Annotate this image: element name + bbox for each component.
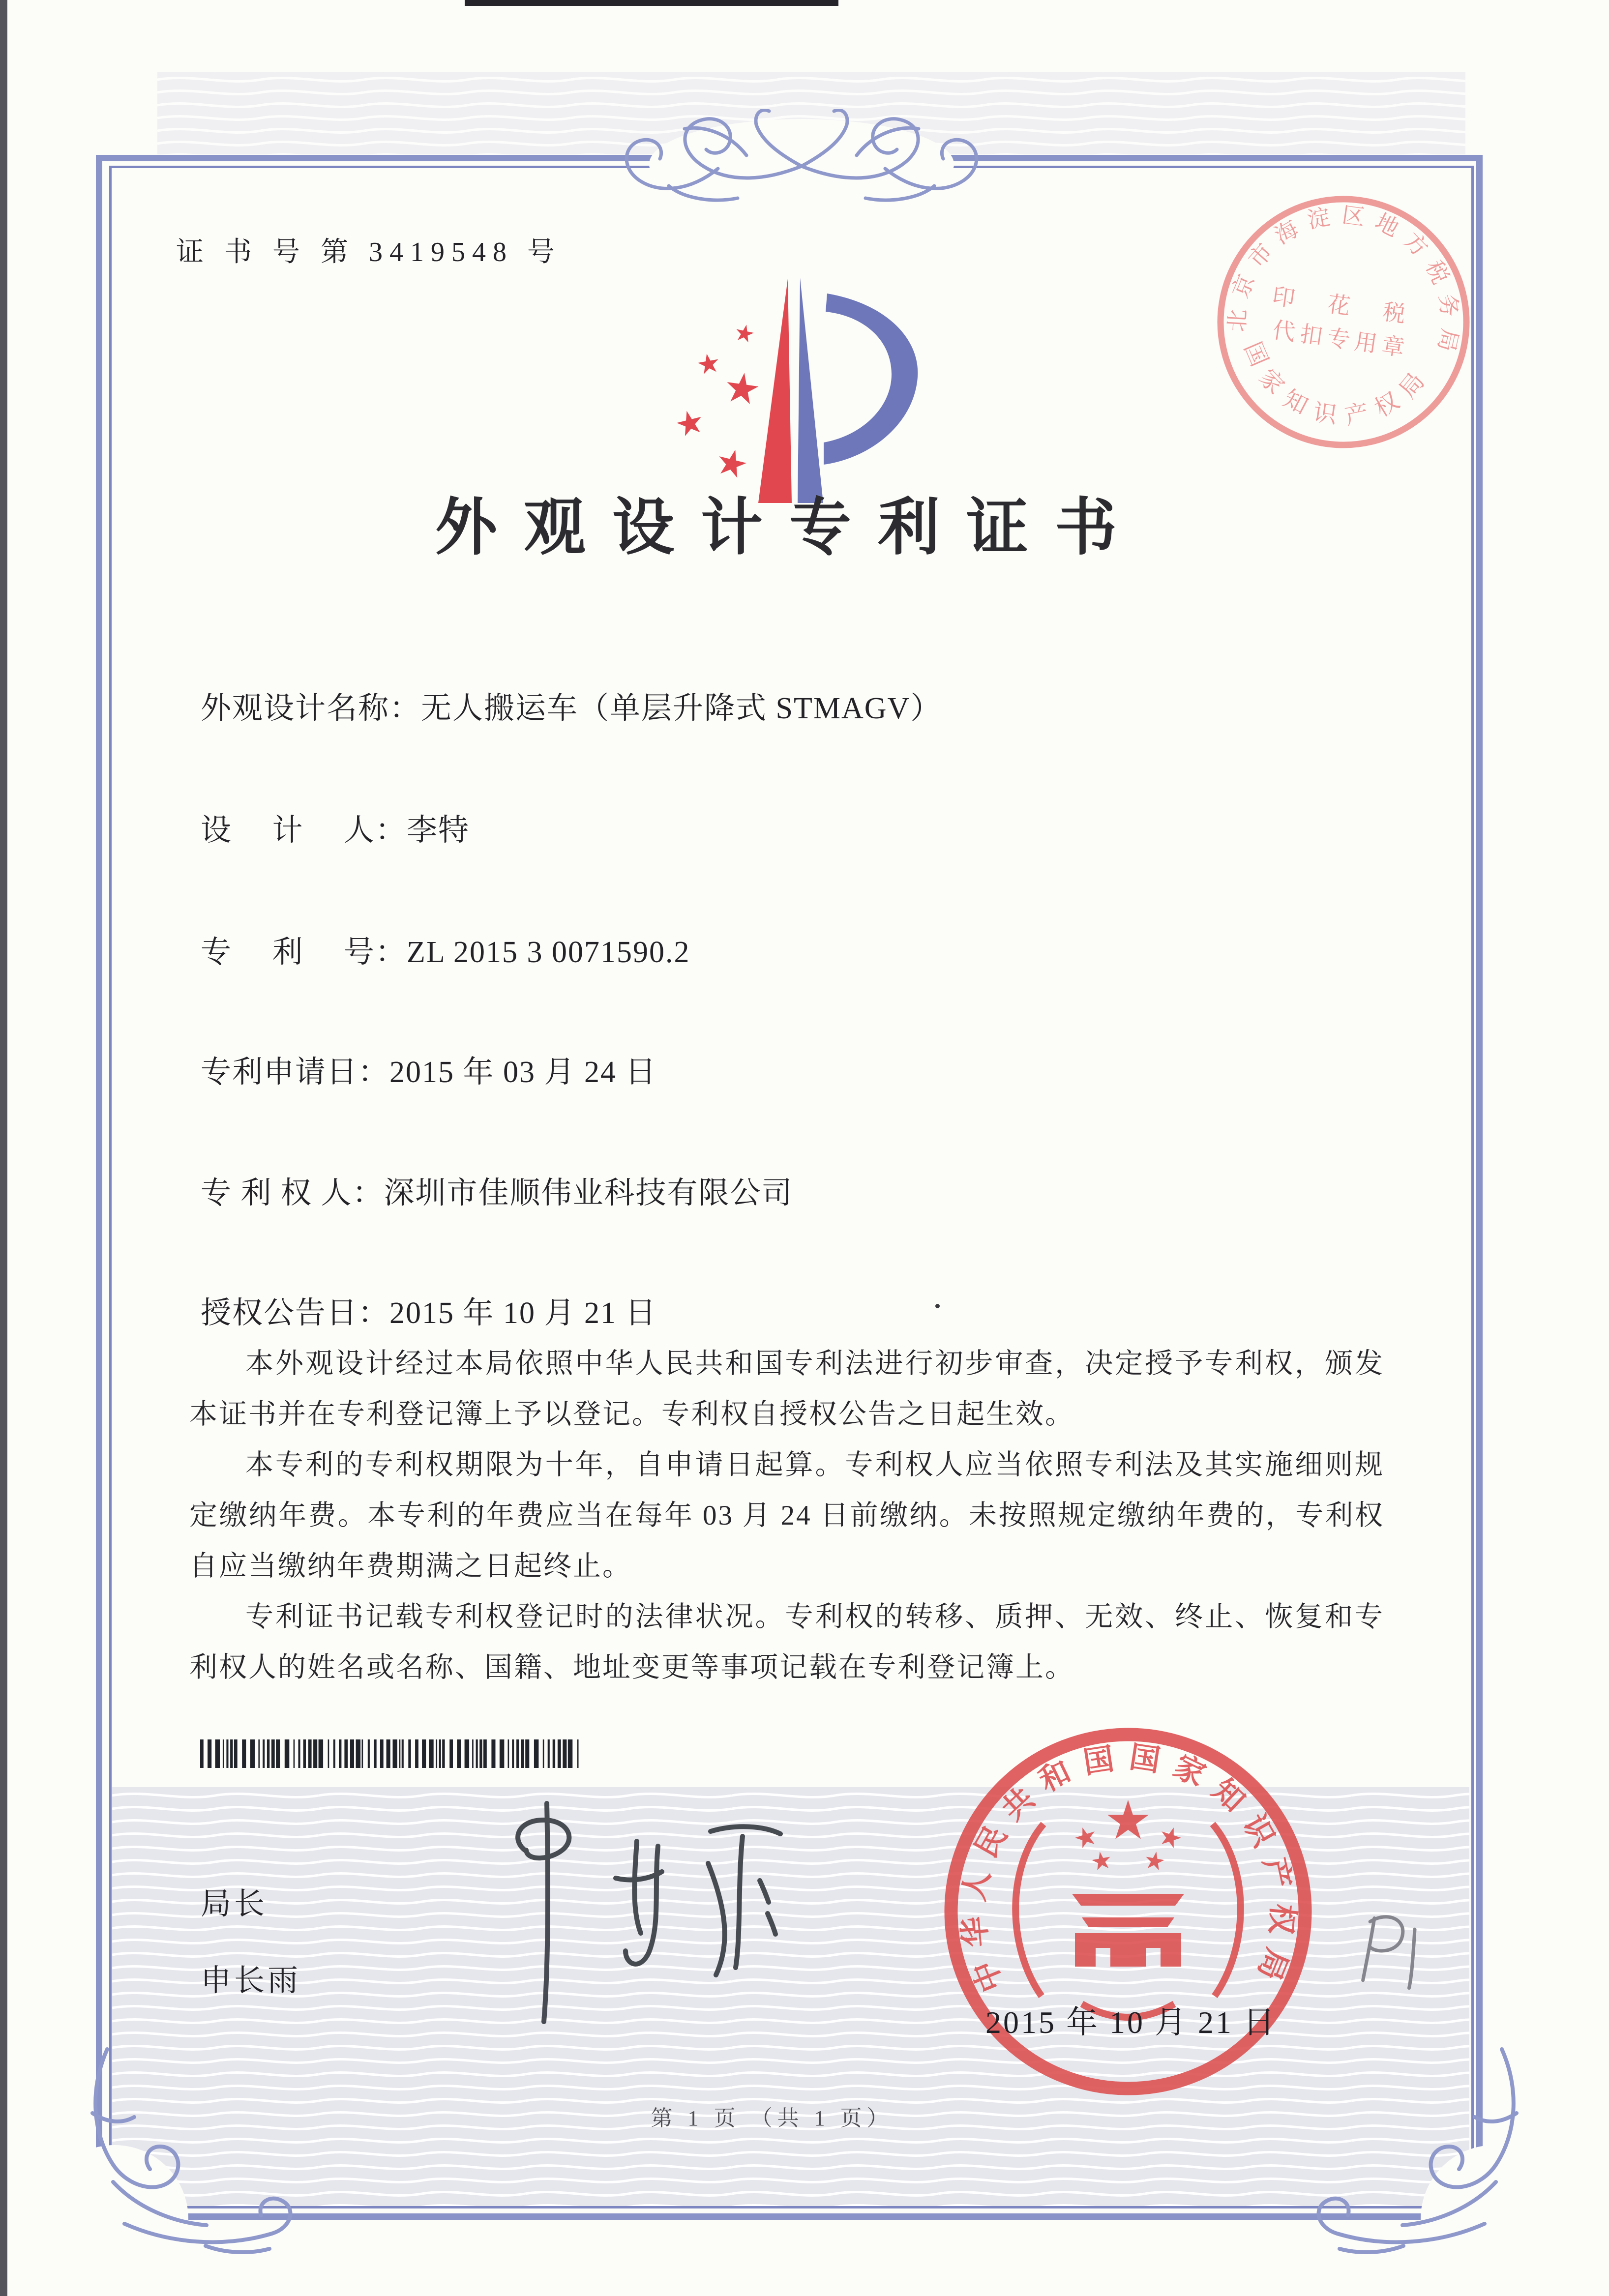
field-grant-date xyxy=(201,1288,657,1332)
director-title-label: 局长 xyxy=(201,1887,268,1921)
tax-stamp-top-text: 北京市海淀区地方税务局 xyxy=(1224,202,1463,364)
field-label: 专 利 权 人： xyxy=(201,1177,384,1210)
field-label: 授权公告日： xyxy=(201,1296,390,1330)
tax-stamp-center-line2: 代扣专用章 xyxy=(1271,317,1411,361)
bottom-left-corner-flourish xyxy=(58,2034,333,2275)
field-value: 无人搬运车（单层升降式 STMAGV） xyxy=(421,692,942,725)
field-value: 李特 xyxy=(407,814,470,847)
scan-edge-top xyxy=(465,0,838,6)
legal-paragraph-2: 本专利的专利权期限为十年，自申请日起算。专利权人应当依照专利法及其实施细则规定缴纳年费。本专利的年费应当在每年 03 月 24 日前缴纳。未按照规定缴纳年费的，专利权自应当缴纳年费期满之日起终止。 xyxy=(189,1449,1384,1582)
field-filing-date xyxy=(201,1047,657,1091)
director-signature-handwriting xyxy=(443,1795,816,2040)
handwritten-note-p1 xyxy=(1352,1908,1436,1996)
field-label: 设 计 人： xyxy=(201,814,407,847)
stamp-tax-withholding-seal xyxy=(1190,177,1495,482)
field-designer xyxy=(201,805,470,849)
field-value: 深圳市佳顺伟业科技有限公司 xyxy=(384,1177,793,1210)
tax-stamp-bottom-text: 国家知识产权局 xyxy=(1239,338,1437,430)
national-emblem xyxy=(1015,1800,1241,2017)
legal-paragraph-3: 专利证书记载专利权登记时的法律状况。专利权的转移、质押、无效、终止、恢复和专利权人的姓名或名称、国籍、地址变更等事项记载在专利登记簿上。 xyxy=(189,1601,1384,1683)
seal-ring-text: 中华人民共和国国家知识产权局 xyxy=(956,1740,1300,1997)
legal-text-block xyxy=(189,1338,1384,1693)
field-design-name xyxy=(201,683,942,727)
sipo-official-seal xyxy=(934,1721,1328,2114)
ink-dot xyxy=(935,1304,940,1308)
field-value: 2015 年 10 月 21 日 xyxy=(389,1296,657,1330)
tax-stamp-center-line1: 印 花 税 xyxy=(1270,283,1421,329)
field-patentee xyxy=(201,1168,793,1212)
field-label: 外观设计名称： xyxy=(201,692,421,725)
seal-date: 2015 年 10 月 21 日 xyxy=(985,2005,1277,2040)
field-value: 2015 年 03 月 24 日 xyxy=(389,1056,657,1089)
top-center-flourish-ornament xyxy=(561,109,1043,225)
field-label: 专 利 号： xyxy=(201,936,407,969)
page-number-footer: 第 1 页 （共 1 页） xyxy=(651,2106,894,2130)
field-value: ZL 2015 3 0071590.2 xyxy=(407,936,690,969)
field-label: 专利申请日： xyxy=(201,1056,390,1089)
certificate-number: 证 书 号 第 3419548 号 xyxy=(176,237,562,267)
director-name: 申长雨 xyxy=(201,1964,301,1998)
certificate-title: 外观设计专利证书 xyxy=(435,494,1143,562)
legal-paragraph-1: 本外观设计经过本局依照中华人民共和国专利法进行初步审查，决定授予专利权，颁发本证书并在专利登记簿上予以登记。专利权自授权公告之日起生效。 xyxy=(189,1348,1384,1430)
field-patent-number xyxy=(201,927,690,971)
barcode xyxy=(199,1739,617,1769)
scan-edge-left xyxy=(0,0,7,2296)
